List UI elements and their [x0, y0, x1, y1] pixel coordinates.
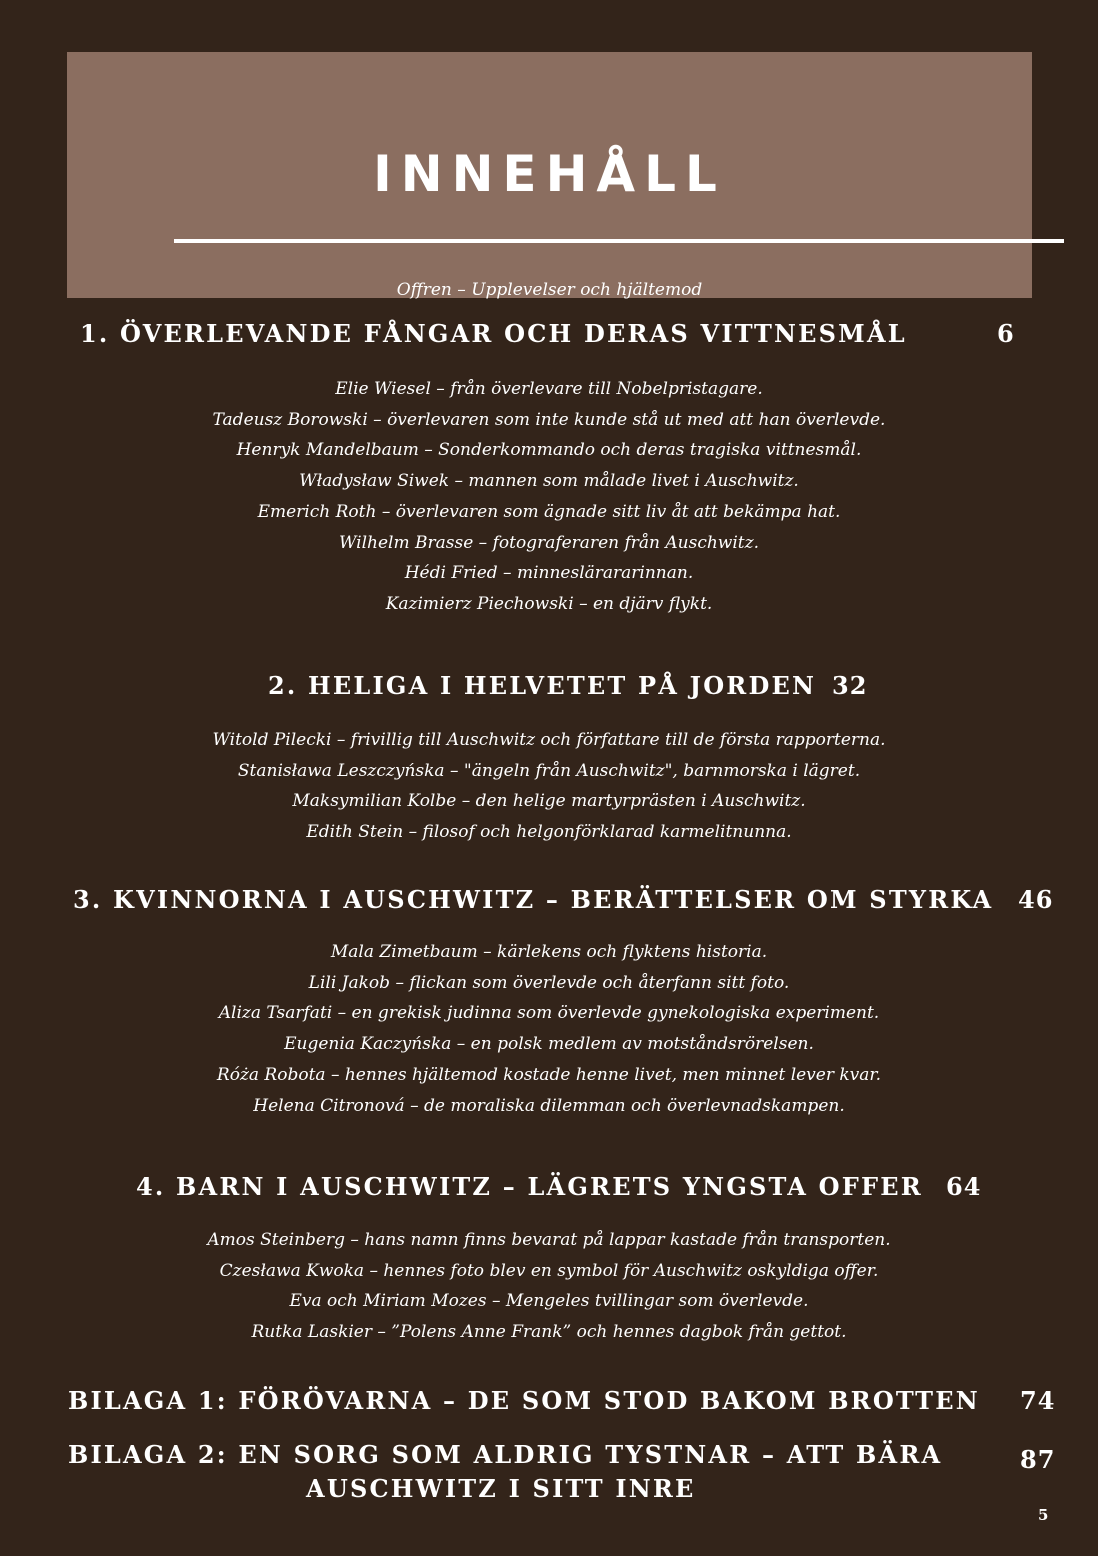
appendix-heading-1[interactable]: BILAGA 1: FÖRÖVARNA – DE SOM STOD BAKOM BROTTEN: [68, 1386, 980, 1415]
entry-item[interactable]: Emerich Roth – överlevaren som ägnade sitt liv åt att bekämpa hat.: [257, 501, 841, 522]
entry-item[interactable]: Kazimierz Piechowski – en djärv flykt.: [385, 593, 713, 614]
appendix-page-2: 87: [1020, 1445, 1056, 1474]
entry-item[interactable]: Rutka Laskier – ”Polens Anne Frank” och hennes dagbok från gettot.: [251, 1322, 847, 1343]
section-page-2: 32: [832, 671, 868, 700]
section-entries-3: [0, 937, 1098, 1121]
entry-item[interactable]: Czesława Kwoka – hennes foto blev en symbol för Auschwitz oskyldiga offer.: [219, 1260, 879, 1281]
entry-item[interactable]: Elie Wiesel – från överlevare till Nobelpristagare.: [335, 379, 763, 399]
entry-item[interactable]: Helena Citronová – de moraliska dilemman och överlevnadskampen.: [253, 1095, 845, 1116]
section-page-4: 64: [946, 1172, 982, 1201]
entry-item[interactable]: Amos Steinberg – hans namn finns bevarat på lappar kastade från transporten.: [207, 1230, 891, 1250]
entry-item[interactable]: Lili Jakob – flickan som överlevde och återfann sitt foto.: [308, 972, 790, 993]
entry-item[interactable]: Maksymilian Kolbe – den helige martyrprästen i Auschwitz.: [292, 791, 806, 812]
appendix-heading-2-line2[interactable]: AUSCHWITZ I SITT INRE: [306, 1474, 696, 1503]
section-heading-2[interactable]: 2. HELIGA I HELVETET PÅ JORDEN: [268, 671, 817, 700]
entry-item[interactable]: Stanisława Leszczyńska – "ängeln från Auschwitz", barnmorska i lägret.: [237, 760, 861, 781]
entry-item[interactable]: Eugenia Kaczyńska – en polsk medlem av motståndsrörelsen.: [284, 1034, 814, 1055]
entry-item[interactable]: Eva och Miriam Mozes – Mengeles tvillingar som överlevde.: [289, 1291, 809, 1312]
entry-item[interactable]: Władysław Siwek – mannen som målade livet i Auschwitz.: [299, 471, 799, 492]
entry-item[interactable]: Witold Pilecki – frivillig till Auschwitz och författare till de första rapporterna.: [212, 730, 886, 750]
page-subtitle: Offren – Upplevelser och hjältemod: [396, 280, 703, 300]
header-box: [67, 52, 1032, 298]
section-heading-3[interactable]: 3. KVINNORNA I AUSCHWITZ – BERÄTTELSER OM STYRKA: [73, 885, 994, 914]
section-heading-1[interactable]: 1. ÖVERLEVANDE FÅNGAR OCH DERAS VITTNESMÅL: [80, 319, 907, 348]
entry-item[interactable]: Wilhelm Brasse – fotograferaren från Auschwitz.: [339, 532, 759, 553]
section-entries-1: [0, 374, 1098, 620]
entry-item[interactable]: Tadeusz Borowski – överlevaren som inte kunde stå ut med att han överlevde.: [212, 409, 886, 430]
appendix-heading-2-line1[interactable]: BILAGA 2: EN SORG SOM ALDRIG TYSTNAR – ATT BÄRA: [68, 1440, 943, 1469]
entry-item[interactable]: Róża Robota – hennes hjältemod kostade henne livet, men minnet lever kvar.: [216, 1064, 882, 1085]
page-title: INNEHÅLL: [373, 145, 726, 203]
page-number: 5: [1038, 1506, 1049, 1524]
section-heading-4[interactable]: 4. BARN I AUSCHWITZ – LÄGRETS YNGSTA OFFER: [136, 1172, 923, 1201]
section-entries-4: [0, 1225, 1098, 1348]
entry-item[interactable]: Henryk Mandelbaum – Sonderkommando och deras tragiska vittnesmål.: [236, 440, 862, 461]
title-divider: [174, 239, 1064, 243]
entry-item[interactable]: Aliza Tsarfati – en grekisk judinna som överlevde gynekologiska experiment.: [218, 1003, 880, 1024]
entry-item[interactable]: Edith Stein – filosof och helgonförklarad karmelitnunna.: [306, 822, 792, 843]
entry-item[interactable]: Hédi Fried – minneslärararinnan.: [404, 563, 694, 584]
section-page-3: 46: [1018, 885, 1054, 914]
section-page-1: 6: [997, 319, 1015, 348]
entry-item[interactable]: Mala Zimetbaum – kärlekens och flyktens historia.: [330, 942, 768, 962]
section-entries-2: [0, 725, 1098, 848]
appendix-page-1: 74: [1020, 1386, 1056, 1415]
